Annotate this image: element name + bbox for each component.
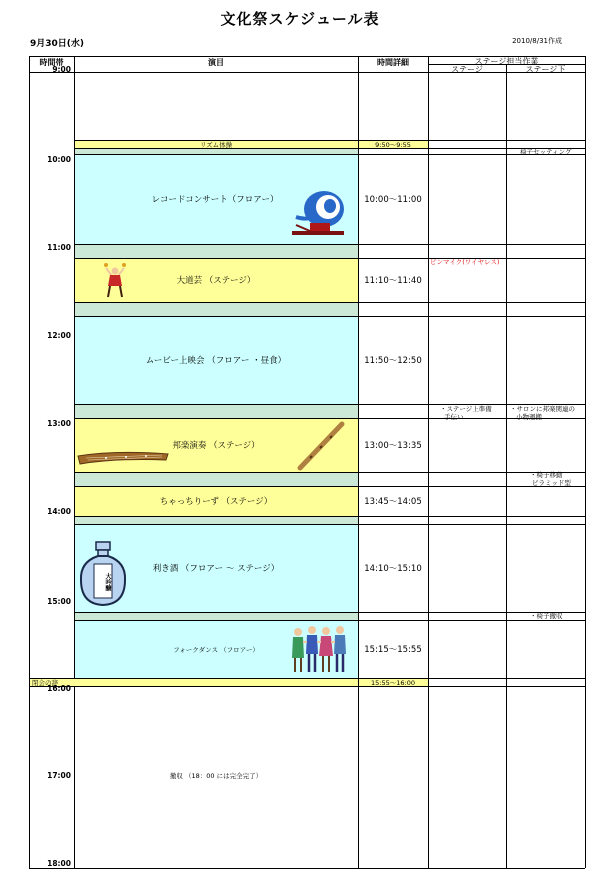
gramophone-icon bbox=[286, 187, 348, 241]
note-chair-setting: 椅子セッティング bbox=[520, 148, 572, 156]
time-label: 11:00 bbox=[47, 243, 71, 252]
grid-line bbox=[29, 678, 585, 679]
event-name: ちゃっちりーず （ステージ） bbox=[159, 497, 273, 507]
note-line: ・ステージ上準備 bbox=[440, 405, 492, 413]
event-name: ムービー上映会 （フロアー ・昼食） bbox=[145, 356, 287, 366]
time-label: 16:00 bbox=[47, 684, 71, 693]
band-closing bbox=[29, 678, 358, 686]
time-label: 14:00 bbox=[47, 507, 71, 516]
gap-band bbox=[74, 244, 358, 258]
event-name: リズム体操 bbox=[199, 140, 233, 149]
event-time: 15:15〜15:55 bbox=[364, 645, 422, 655]
time-label: 18:00 bbox=[47, 859, 71, 868]
koto-icon bbox=[76, 448, 170, 468]
event-name: 邦楽演奏 （ステージ） bbox=[172, 441, 260, 451]
event-time: 15:55〜16:00 bbox=[371, 678, 415, 687]
time-label: 12:00 bbox=[47, 331, 71, 340]
event-name: 撤収 （18：00 には完全完了） bbox=[169, 771, 263, 780]
grid-line bbox=[29, 56, 30, 868]
event-name: フォークダンス （フロアー） bbox=[173, 645, 259, 654]
note-salon bbox=[510, 405, 575, 421]
grid-line bbox=[29, 868, 585, 869]
grid-line bbox=[585, 56, 586, 868]
grid-line bbox=[74, 472, 585, 473]
time-label: 17:00 bbox=[47, 771, 71, 780]
juggler-icon bbox=[102, 262, 128, 300]
grid-line bbox=[74, 302, 585, 303]
grid-line bbox=[29, 686, 585, 687]
grid-line bbox=[428, 56, 429, 868]
note-pin-mic: ピンマイク(ワイヤレス) bbox=[430, 258, 500, 266]
grid-line bbox=[74, 404, 585, 405]
gap-band bbox=[74, 516, 358, 524]
note-chair-removal: ・椅子撤収 bbox=[530, 612, 563, 620]
event-time: 14:10〜15:10 bbox=[364, 564, 422, 574]
note-stage-prep bbox=[440, 405, 492, 421]
time-label: 10:00 bbox=[47, 155, 71, 164]
event-time: 10:00〜11:00 bbox=[364, 195, 422, 205]
grid-line bbox=[74, 612, 585, 613]
note-line: ・椅子移動 bbox=[530, 471, 563, 479]
note-line: ・サロンに邦楽関連の bbox=[510, 405, 575, 413]
event-name: 利き酒 （フロアー 〜 ステージ） bbox=[152, 564, 280, 574]
header-time-detail: 時間詳細 bbox=[377, 58, 409, 67]
page-title: 文化祭スケジュール表 bbox=[220, 10, 380, 28]
note-line: ピラミッド型 bbox=[532, 479, 571, 487]
header-stage-work: ステージ担当作業 bbox=[474, 57, 539, 66]
sake-bottle-icon bbox=[78, 540, 128, 608]
note-chair-move bbox=[530, 471, 571, 487]
note-line: 手伝い bbox=[444, 413, 464, 421]
schedule-date: 9月30日(水) bbox=[30, 39, 85, 49]
time-label: 9:00 bbox=[52, 65, 71, 74]
time-label: 13:00 bbox=[47, 419, 71, 428]
event-name: レコードコンサート（フロアー） bbox=[151, 195, 279, 205]
header-below-stage: ステージ下 bbox=[525, 65, 566, 74]
gap-band bbox=[74, 302, 358, 316]
time-label: 15:00 bbox=[47, 597, 71, 606]
event-name: 閉会の辞 bbox=[32, 679, 58, 687]
created-date: 2010/8/31作成 bbox=[512, 37, 562, 45]
header-stage: ステージ bbox=[451, 65, 483, 74]
event-time: 11:10〜11:40 bbox=[364, 276, 422, 286]
gap-band bbox=[74, 404, 358, 418]
folk-dancers-icon bbox=[290, 622, 348, 676]
gap-band bbox=[74, 612, 358, 620]
event-time: 13:00〜13:35 bbox=[364, 441, 422, 451]
event-time: 13:45〜14:05 bbox=[364, 497, 422, 507]
grid-line bbox=[74, 244, 585, 245]
event-time: 11:50〜12:50 bbox=[364, 356, 422, 366]
header-program: 演目 bbox=[208, 58, 224, 67]
grid-line bbox=[74, 516, 585, 517]
event-name: 大道芸 （ステージ） bbox=[176, 276, 256, 286]
header-time-band: 時間帯 bbox=[39, 58, 64, 67]
gap-band bbox=[74, 472, 358, 486]
note-line: 小物運搬 bbox=[516, 413, 542, 421]
event-time: 9:50〜9:55 bbox=[375, 140, 411, 149]
shakuhachi-icon bbox=[296, 420, 346, 472]
grid-line bbox=[506, 64, 507, 868]
sake-label: 大吟醸 bbox=[104, 573, 111, 591]
grid-line bbox=[74, 148, 585, 149]
